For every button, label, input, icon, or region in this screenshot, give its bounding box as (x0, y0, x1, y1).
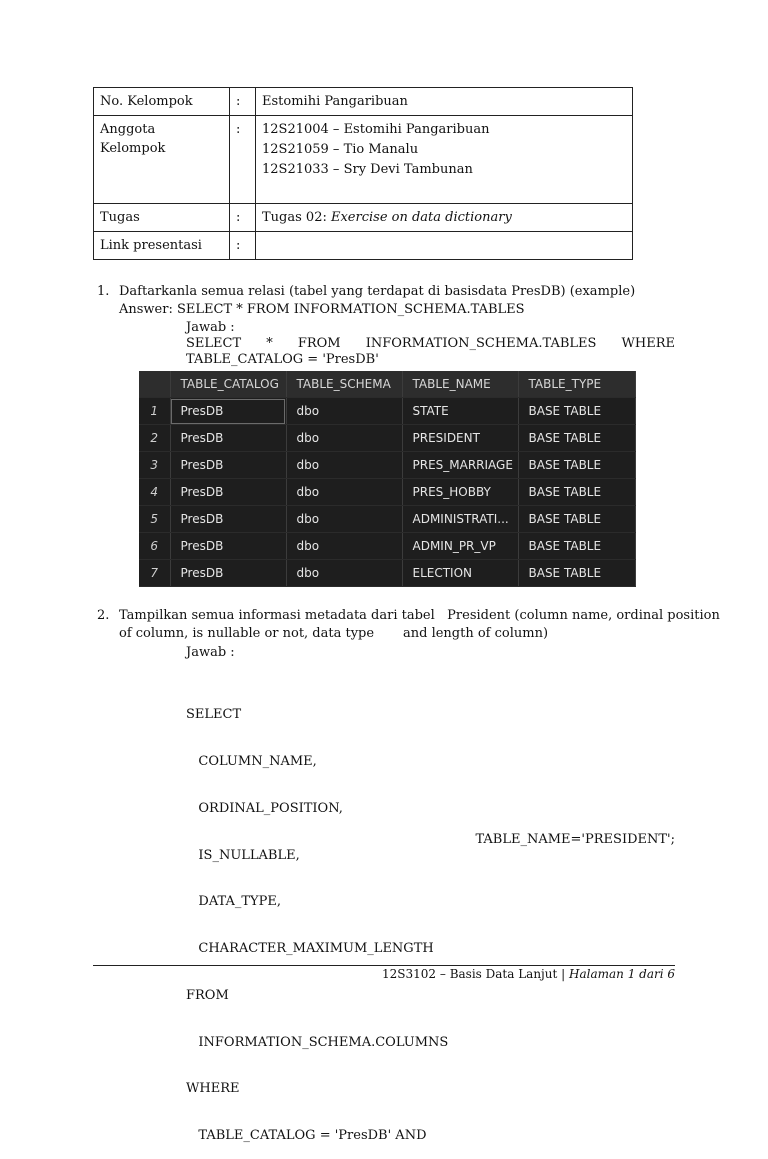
task-title: Exercise on data dictionary (330, 210, 512, 225)
grid-cell[interactable]: ADMIN_PR_VP (402, 533, 518, 560)
question-number: 2. (97, 608, 110, 623)
question-2 (97, 607, 720, 643)
grid-cell[interactable]: dbo (286, 425, 402, 452)
member-item: 12S21033 – Sry Devi Tambunan (262, 162, 473, 177)
group-info-table (93, 87, 633, 260)
grid-cell[interactable]: PresDB (170, 506, 286, 533)
code-line: INFORMATION_SCHEMA.COLUMNS (186, 1034, 449, 1050)
page-footer (382, 967, 675, 981)
group-number-label: No. Kelompok (94, 88, 230, 116)
column-header[interactable]: TABLE_NAME (402, 371, 518, 398)
group-members-row (94, 116, 633, 204)
colon: : (230, 88, 256, 116)
answer-label: Jawab : (186, 320, 235, 335)
task-label: Tugas (94, 204, 230, 232)
row-number: 1 (139, 398, 170, 425)
grid-cell[interactable]: BASE TABLE (518, 452, 636, 479)
row-number: 2 (139, 425, 170, 452)
grid-cell[interactable]: PresDB (170, 479, 286, 506)
row-number: 5 (139, 506, 170, 533)
presentation-link-label: Link presentasi (94, 232, 230, 260)
column-header[interactable]: TABLE_CATALOG (170, 371, 286, 398)
question-text: Daftarkanla semua relasi (tabel yang terdapat di basisdata PresDB) (example) Answer: SELECT * FROM INFORMATION_SCHEMA.TABLES (119, 284, 636, 317)
question-text-line: of column, is nullable or not, data type and length of column) (119, 626, 549, 641)
grid-cell[interactable]: BASE TABLE (518, 506, 636, 533)
code-line: SELECT (186, 707, 242, 723)
table-row[interactable] (139, 425, 636, 452)
grid-cell[interactable]: PresDB (170, 560, 286, 587)
table-row[interactable] (139, 533, 636, 560)
grid-cell[interactable]: PRES_HOBBY (402, 479, 518, 506)
group-number-row (94, 88, 633, 116)
code-line: IS_NULLABLE, (186, 847, 300, 863)
grid-cell[interactable]: BASE TABLE (518, 425, 636, 452)
footer-divider (93, 965, 675, 966)
code-line: FROM (186, 987, 229, 1003)
group-number-value: Estomihi Pangaribuan (256, 88, 633, 116)
grid-cell[interactable]: PresDB (170, 398, 286, 425)
grid-cell[interactable]: dbo (286, 560, 402, 587)
member-item: 12S21004 – Estomihi Pangaribuan (262, 122, 490, 137)
row-number: 7 (139, 560, 170, 587)
grid-cell[interactable]: dbo (286, 479, 402, 506)
presentation-link-row (94, 232, 633, 260)
grid-cell[interactable]: PresDB (170, 452, 286, 479)
grid-cell[interactable]: PresDB (170, 533, 286, 560)
table-row[interactable] (139, 452, 636, 479)
code-line: CHARACTER_MAXIMUM_LENGTH (186, 941, 434, 957)
presentation-link-value (256, 232, 633, 260)
answer-query-block (186, 676, 448, 1159)
grid-cell[interactable]: ADMINISTRATI... (402, 506, 518, 533)
query-result-grid (139, 371, 636, 587)
grid-cell[interactable]: PRESIDENT (402, 425, 518, 452)
footer-page-number: Halaman 1 dari 6 (569, 967, 675, 981)
footer-course: 12S3102 – Basis Data Lanjut | (382, 967, 569, 981)
table-row[interactable] (139, 560, 636, 587)
answer-query: SELECT * FROM INFORMATION_SCHEMA.TABLES WHERE TABLE_CATALOG = 'PresDB' (186, 336, 675, 367)
grid-cell[interactable]: BASE TABLE (518, 479, 636, 506)
code-line: DATA_TYPE, (186, 894, 281, 910)
question-number: 1. (97, 284, 110, 299)
grid-cell[interactable]: PresDB (170, 425, 286, 452)
row-number: 4 (139, 479, 170, 506)
code-line: COLUMN_NAME, (186, 753, 317, 769)
code-line: WHERE (186, 1081, 240, 1097)
colon: : (230, 232, 256, 260)
question-text-line: Tampilkan semua informasi metadata dari tabel President (column name, ordinal position (119, 608, 720, 623)
column-header[interactable]: TABLE_TYPE (518, 371, 636, 398)
grid-cell[interactable]: dbo (286, 506, 402, 533)
grid-cell[interactable]: PRES_MARRIAGE (402, 452, 518, 479)
row-number: 3 (139, 452, 170, 479)
row-number: 6 (139, 533, 170, 560)
task-value (256, 204, 633, 232)
task-prefix: Tugas 02: (262, 210, 331, 225)
grid-cell[interactable]: ELECTION (402, 560, 518, 587)
question-1 (97, 283, 675, 319)
grid-cell[interactable]: dbo (286, 533, 402, 560)
code-line-last: TABLE_NAME='PRESIDENT'; (475, 832, 675, 847)
grid-cell[interactable]: dbo (286, 452, 402, 479)
grid-cell[interactable]: dbo (286, 398, 402, 425)
table-row[interactable] (139, 506, 636, 533)
code-line: ORDINAL_POSITION, (186, 800, 343, 816)
member-item: 12S21059 – Tio Manalu (262, 142, 419, 157)
colon: : (230, 116, 256, 204)
row-number-header (139, 371, 170, 398)
group-members-list (256, 116, 633, 204)
column-header[interactable]: TABLE_SCHEMA (286, 371, 402, 398)
group-members-label: Anggota Kelompok (94, 116, 230, 204)
table-row[interactable] (139, 398, 636, 425)
grid-cell[interactable]: BASE TABLE (518, 533, 636, 560)
grid-header-row (139, 371, 636, 398)
colon: : (230, 204, 256, 232)
code-line: TABLE_CATALOG = 'PresDB' AND (186, 1128, 427, 1144)
task-row (94, 204, 633, 232)
table-row[interactable] (139, 479, 636, 506)
grid-cell[interactable]: BASE TABLE (518, 560, 636, 587)
answer-label: Jawab : (186, 645, 235, 660)
grid-cell[interactable]: BASE TABLE (518, 398, 636, 425)
grid-cell[interactable]: STATE (402, 398, 518, 425)
